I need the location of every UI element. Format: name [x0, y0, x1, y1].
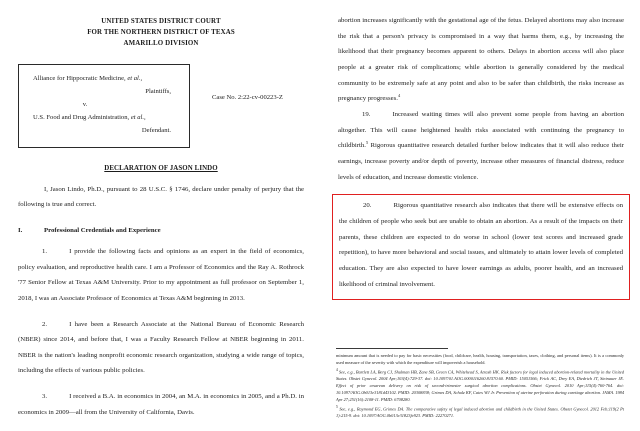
footnote-5-text: See, e.g., Raymond EG, Grimes DA. The comparative safety of legal induced abortion and childbirth in the United States. Obstet Gynecol. 2012 Feb;119(2 Pt 1):215-9. doi: 10.1097/AOG.0b013e31823fe923. PMID: 22270271. [336, 406, 624, 419]
plaintiff-etal: et al. [127, 74, 141, 82]
paragraph-1-number: 1. [42, 247, 48, 255]
footnote-4 [336, 368, 624, 404]
court-heading-line-1: UNITED STATES DISTRICT COURT [101, 18, 221, 25]
paragraph-19-text-b: Rigorous quantitative research detailed further below indicates that it will also reduce their earnings, increase poverty and/or depth of poverty, increase other measures of financial distress, reduce levels of education, and increase domestic violence. [338, 142, 625, 181]
paragraph-19-text-a: Increased waiting times will also prevent some people from having an abortion altogether. This will cause heightened health risks associated with continuing the pregnancy to childbirth. [338, 110, 624, 150]
footnote-divider [336, 348, 448, 349]
paragraph-1 [18, 244, 304, 307]
declaration-title: DECLARATION OF JASON LINDO [104, 164, 218, 172]
footnote-4-text: See, e.g., Bartlett LA, Berg CJ, Shulman HB, Zane SB, Green CA, Whitehead S, Atrash HK. Risk factors for legal induced abortion-related mortality in the United States. Obstet Gynecol. 2004 Apr;103(4):729-37. doi: 10.1097/01.AOG.0000116260.81570.60. PMID: 15051566; Frick AC, Drey EA, Diedrich JT, Steinauer JE. Effect of prior cesarean delivery on risk of second-trimester surgical abortion complications. Obstet Gynecol. 2010 Apr;115(4):760-764. doi: 10.1097/AOG.0b013e3181d43102. PMID: 20308838; Grimes DA, Schulz KF, Cates WJ Jr. Prevention of uterine perforation during curettage abortion. JAMA. 1984 Apr 27;251(16):2108-11. PMID: 6708280. [336, 369, 624, 403]
footnote-continued [336, 352, 624, 366]
defendant-role: Defendant. [141, 127, 171, 135]
court-heading [18, 16, 304, 50]
case-caption [18, 64, 304, 148]
versus-label: v. [82, 100, 88, 108]
defendant-line: U.S. Food and Drug Administration, et al., [33, 114, 146, 122]
footnote-5-marker: 5 [336, 405, 338, 409]
paragraph-20 [339, 198, 623, 292]
page-right [320, 0, 640, 431]
section-title: Professional Credentials and Experience [44, 226, 161, 234]
paragraph-19-number: 19. [362, 110, 371, 118]
footnote-ref-5[interactable]: 5 [365, 140, 369, 145]
red-highlight-box [332, 194, 630, 300]
footnote-5 [336, 405, 624, 420]
footnote-ref-4[interactable]: 4 [397, 93, 401, 99]
paragraph-2-text: I have been a Research Associate at the National Bureau of Economic Research (NBER) since 2014, and before that, I was a Faculty Research Fellow at NBER beginning in 2011. NBER is the nation's leading nonprofit economic research organization, studying a wide range of topics, including the effects of various public policies. [18, 320, 304, 375]
paragraph-20-number: 20. [363, 202, 372, 210]
defendant-etal: et al. [130, 114, 145, 122]
paragraph-20-text: Rigorous quantitative research also indicates that there will be extensive effects on the children of people who seek but are unable to obtain an abortion. As a result of the impacts on their parents, these children are expected to do worse in school (lower test scores and increased grade repetition), to have more behavioral and social issues, and ultimately to attain lower levels of completed education. They are also expected to have lower earnings as adults, poorer health, and an increased likelihood of criminal involvement. [339, 202, 623, 288]
footnote-section [336, 348, 624, 421]
paragraph-2 [18, 317, 304, 380]
case-number: Case No. 2:22-cv-00223-Z [212, 93, 283, 101]
footnote-4-marker: 4 [336, 367, 338, 372]
preamble-text: I, Jason Lindo, Ph.D., pursuant to 28 U.S.C. § 1746, declare under penalty of perjury that the following is true and correct. [18, 185, 304, 209]
section-numeral: I. [18, 226, 23, 234]
defendant-name: U.S. Food and Drug Administration, [33, 114, 130, 122]
preamble-paragraph [18, 182, 304, 213]
paragraph-3 [18, 389, 304, 420]
paragraph-2-number: 2. [42, 320, 48, 328]
plaintiff-role: Plaintiffs, [145, 87, 171, 95]
paragraph-18-continued [338, 13, 624, 107]
plaintiff-name: Alliance for Hippocratic Medicine, [33, 74, 126, 82]
paragraph-19 [338, 107, 624, 185]
paragraph-3-number: 3. [42, 393, 48, 401]
footnote-continued-text: minimum amount that is needed to pay for basic necessities (food, childcare, health, housing, transportation, taxes, clothing, and personal items). It is a commonly used measure of the severity with which the expenditure will impoverish a household. [336, 353, 624, 366]
plaintiff-line: Alliance for Hippocratic Medicine, et al., [33, 74, 143, 82]
section-heading-1 [18, 227, 304, 234]
caption-parties-box [18, 64, 190, 148]
court-heading-line-3: AMARILLO DIVISION [123, 40, 199, 48]
court-heading-line-2: FOR THE NORTHERN DISTRICT OF TEXAS [87, 29, 235, 37]
paragraph-3-text: I received a B.A. in economics in 2004, an M.A. in economics in 2005, and a Ph.D. in economics in 2009—all from the University of California, Davis. [18, 393, 304, 416]
paragraph-18-text: abortion increases significantly with the gestational age of the fetus. Delayed abortions may also increase the risk that a person's privacy is compromised in a way that harms them, e.g., by increasing the likelihood that their pregnancy becomes apparent to others. Delays in abortion access will also place people at a greater risk of complications; while abortion is generally considered by the medical community to be extremely safe at any point and also to be safer than childbirth, the risks increase as pregnancy progresses. [338, 17, 624, 103]
paragraph-1-text: I provide the following facts and opinions as an expert in the field of economics, policy evaluation, and reproductive health care. I am a Professor of Economics and the Ray A. Rothrock '77 Senior Fellow at Texas A&M University. Prior to my appointment as full professor on September 1, 2018, I was an Associate Professor of Economics at Texas A&M beginning in 2013. [18, 247, 304, 302]
